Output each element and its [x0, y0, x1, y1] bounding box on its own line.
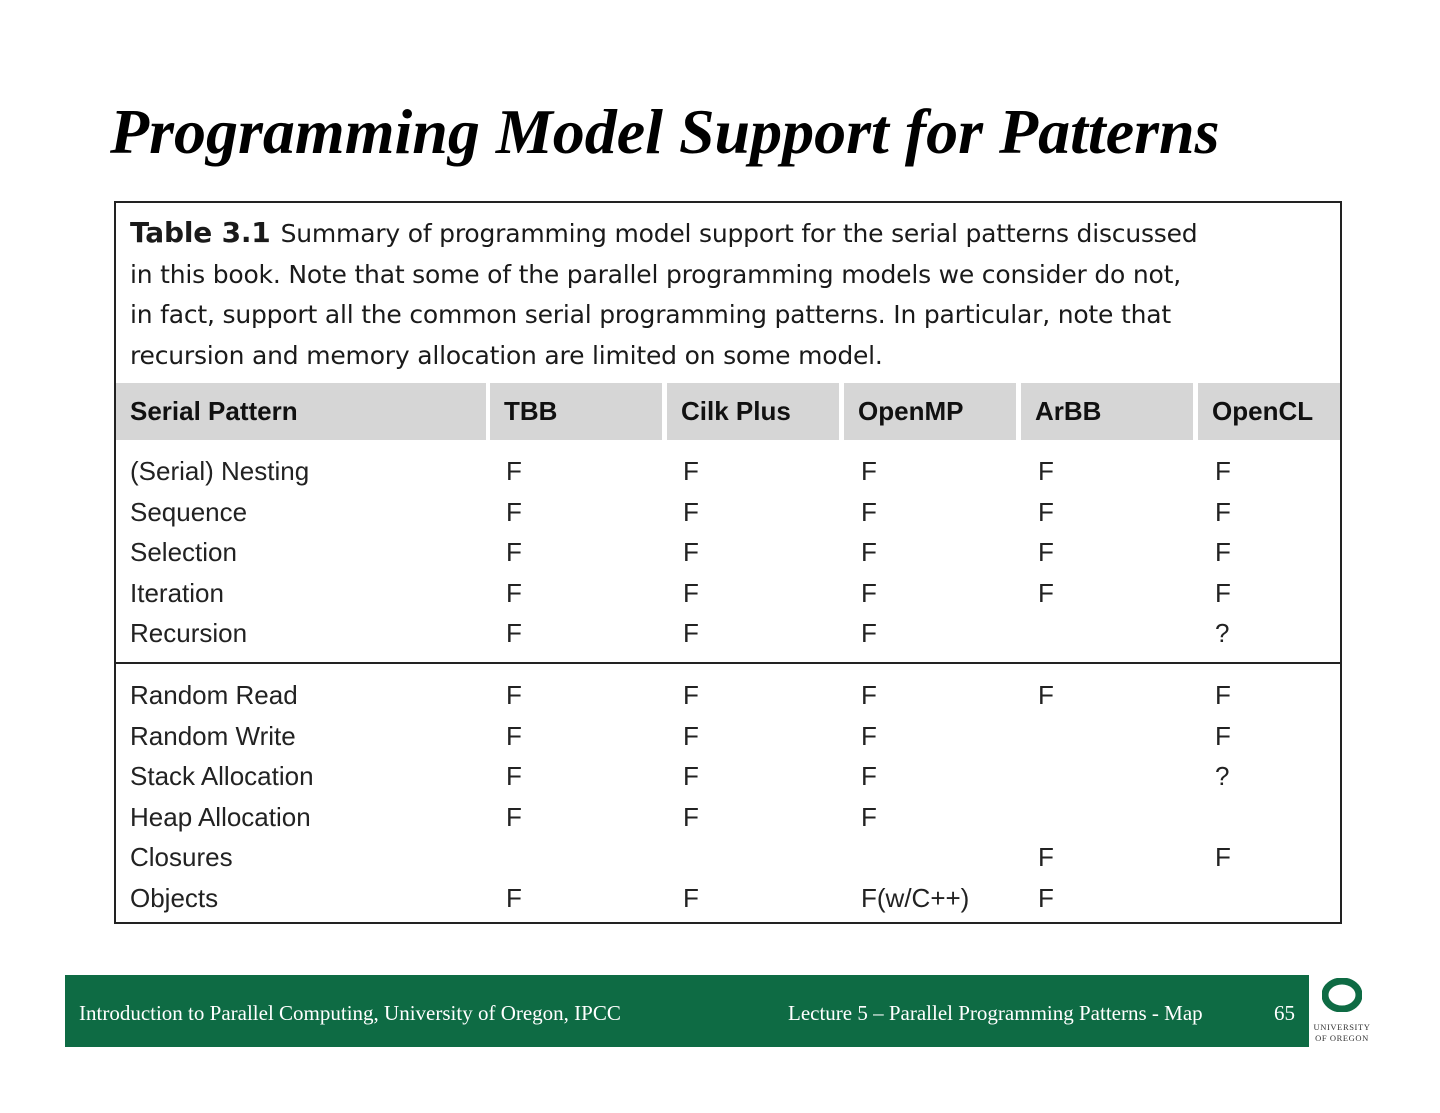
cilk-value: F — [683, 577, 699, 608]
table-row — [116, 613, 1340, 654]
opencl-value: F — [1215, 537, 1231, 567]
tbb-value: F — [506, 720, 522, 751]
table-caption — [130, 213, 1310, 376]
cilk-value: F — [683, 618, 699, 648]
arbb-value: F — [1038, 882, 1054, 913]
table-row — [116, 756, 1340, 797]
cilk-value: F — [683, 680, 699, 710]
footer-lecture: Lecture 5 – Parallel Programming Patterns - Map — [788, 1001, 1203, 1025]
opencl-value: F — [1215, 720, 1231, 751]
pattern-name: Iteration — [130, 577, 224, 608]
table-row — [116, 716, 1340, 757]
cilk-value: F — [683, 761, 699, 791]
header-tbb: TBB — [490, 383, 662, 440]
arbb-value: F — [1038, 537, 1054, 567]
openmp-value: F — [861, 801, 877, 832]
table-row — [116, 837, 1340, 878]
arbb-value: F — [1038, 842, 1054, 872]
header-opencl: OpenCL — [1198, 383, 1340, 440]
pattern-name: Heap Allocation — [130, 801, 311, 832]
table-caption-label: Table 3.1 — [130, 216, 271, 249]
tbb-value: F — [506, 618, 522, 648]
opencl-value: F — [1215, 456, 1231, 486]
pattern-support-table — [114, 201, 1342, 924]
tbb-value: F — [506, 496, 522, 527]
cilk-value: F — [683, 882, 699, 913]
group-divider — [116, 662, 1340, 664]
tbb-value: F — [506, 537, 522, 567]
cilk-value: F — [683, 456, 699, 486]
footer-course: Introduction to Parallel Computing, University of Oregon, IPCC — [79, 1001, 621, 1025]
openmp-value: F(w/C++) — [861, 882, 970, 913]
opencl-value: F — [1215, 496, 1231, 527]
table-row — [116, 492, 1340, 533]
university-logo — [1312, 976, 1372, 1048]
pattern-name: (Serial) Nesting — [130, 456, 310, 486]
cilk-value: F — [683, 537, 699, 567]
pattern-name: Sequence — [130, 496, 248, 527]
header-openmp: OpenMP — [844, 383, 1016, 440]
table-row — [116, 532, 1340, 573]
pattern-name: Random Write — [130, 720, 296, 751]
cilk-value: F — [683, 496, 699, 527]
opencl-value: F — [1215, 842, 1231, 872]
arbb-value: F — [1038, 456, 1054, 486]
tbb-value: F — [506, 761, 522, 791]
openmp-value: F — [861, 720, 877, 751]
header-cilk-plus: Cilk Plus — [667, 383, 839, 440]
pattern-name: Closures — [130, 842, 233, 872]
openmp-value: F — [861, 618, 877, 648]
openmp-value: F — [861, 496, 877, 527]
table-row — [116, 797, 1340, 838]
openmp-value: F — [861, 577, 877, 608]
logo-wordmark — [1312, 1022, 1372, 1044]
tbb-value: F — [506, 680, 522, 710]
header-serial-pattern: Serial Pattern — [116, 383, 486, 440]
pattern-name: Stack Allocation — [130, 761, 314, 791]
table-row — [116, 675, 1340, 716]
table-header-row — [116, 383, 1340, 440]
arbb-value: F — [1038, 680, 1054, 710]
cilk-value: F — [683, 720, 699, 751]
opencl-value: ? — [1215, 761, 1230, 791]
cilk-value: F — [683, 801, 699, 832]
opencl-value: F — [1215, 577, 1231, 608]
header-arbb: ArBB — [1021, 383, 1193, 440]
table-caption-line: in this book. Note that some of the parallel programming models we consider do not, — [130, 259, 1181, 289]
table-caption-line: in fact, support all the common serial programming patterns. In particular, note that — [130, 300, 1171, 329]
table-row — [116, 878, 1340, 919]
logo-line-2: OF OREGON — [1315, 1033, 1369, 1043]
oregon-o-icon — [1322, 978, 1362, 1012]
table-row — [116, 573, 1340, 614]
slide-footer — [65, 975, 1309, 1047]
tbb-value: F — [506, 882, 522, 913]
table-caption-line: Summary of programming model support for the serial patterns discussed — [280, 219, 1198, 248]
pattern-name: Selection — [130, 537, 237, 567]
opencl-value: ? — [1215, 618, 1230, 648]
page-number: 65 — [1274, 1001, 1295, 1025]
arbb-value: F — [1038, 496, 1054, 527]
opencl-value: F — [1215, 680, 1231, 710]
logo-line-1: UNIVERSITY — [1313, 1022, 1371, 1032]
openmp-value: F — [861, 680, 877, 710]
arbb-value: F — [1038, 577, 1054, 608]
pattern-name: Recursion — [130, 618, 248, 648]
tbb-value: F — [506, 577, 522, 608]
slide-title: Programming Model Support for Patterns — [110, 96, 1220, 167]
pattern-name: Objects — [130, 882, 219, 913]
openmp-value: F — [861, 456, 877, 486]
openmp-value: F — [861, 761, 877, 791]
tbb-value: F — [506, 456, 522, 486]
openmp-value: F — [861, 537, 877, 567]
pattern-name: Random Read — [130, 680, 298, 710]
tbb-value: F — [506, 801, 522, 832]
table-caption-line: recursion and memory allocation are limited on some model. — [130, 340, 883, 370]
table-row — [116, 451, 1340, 492]
